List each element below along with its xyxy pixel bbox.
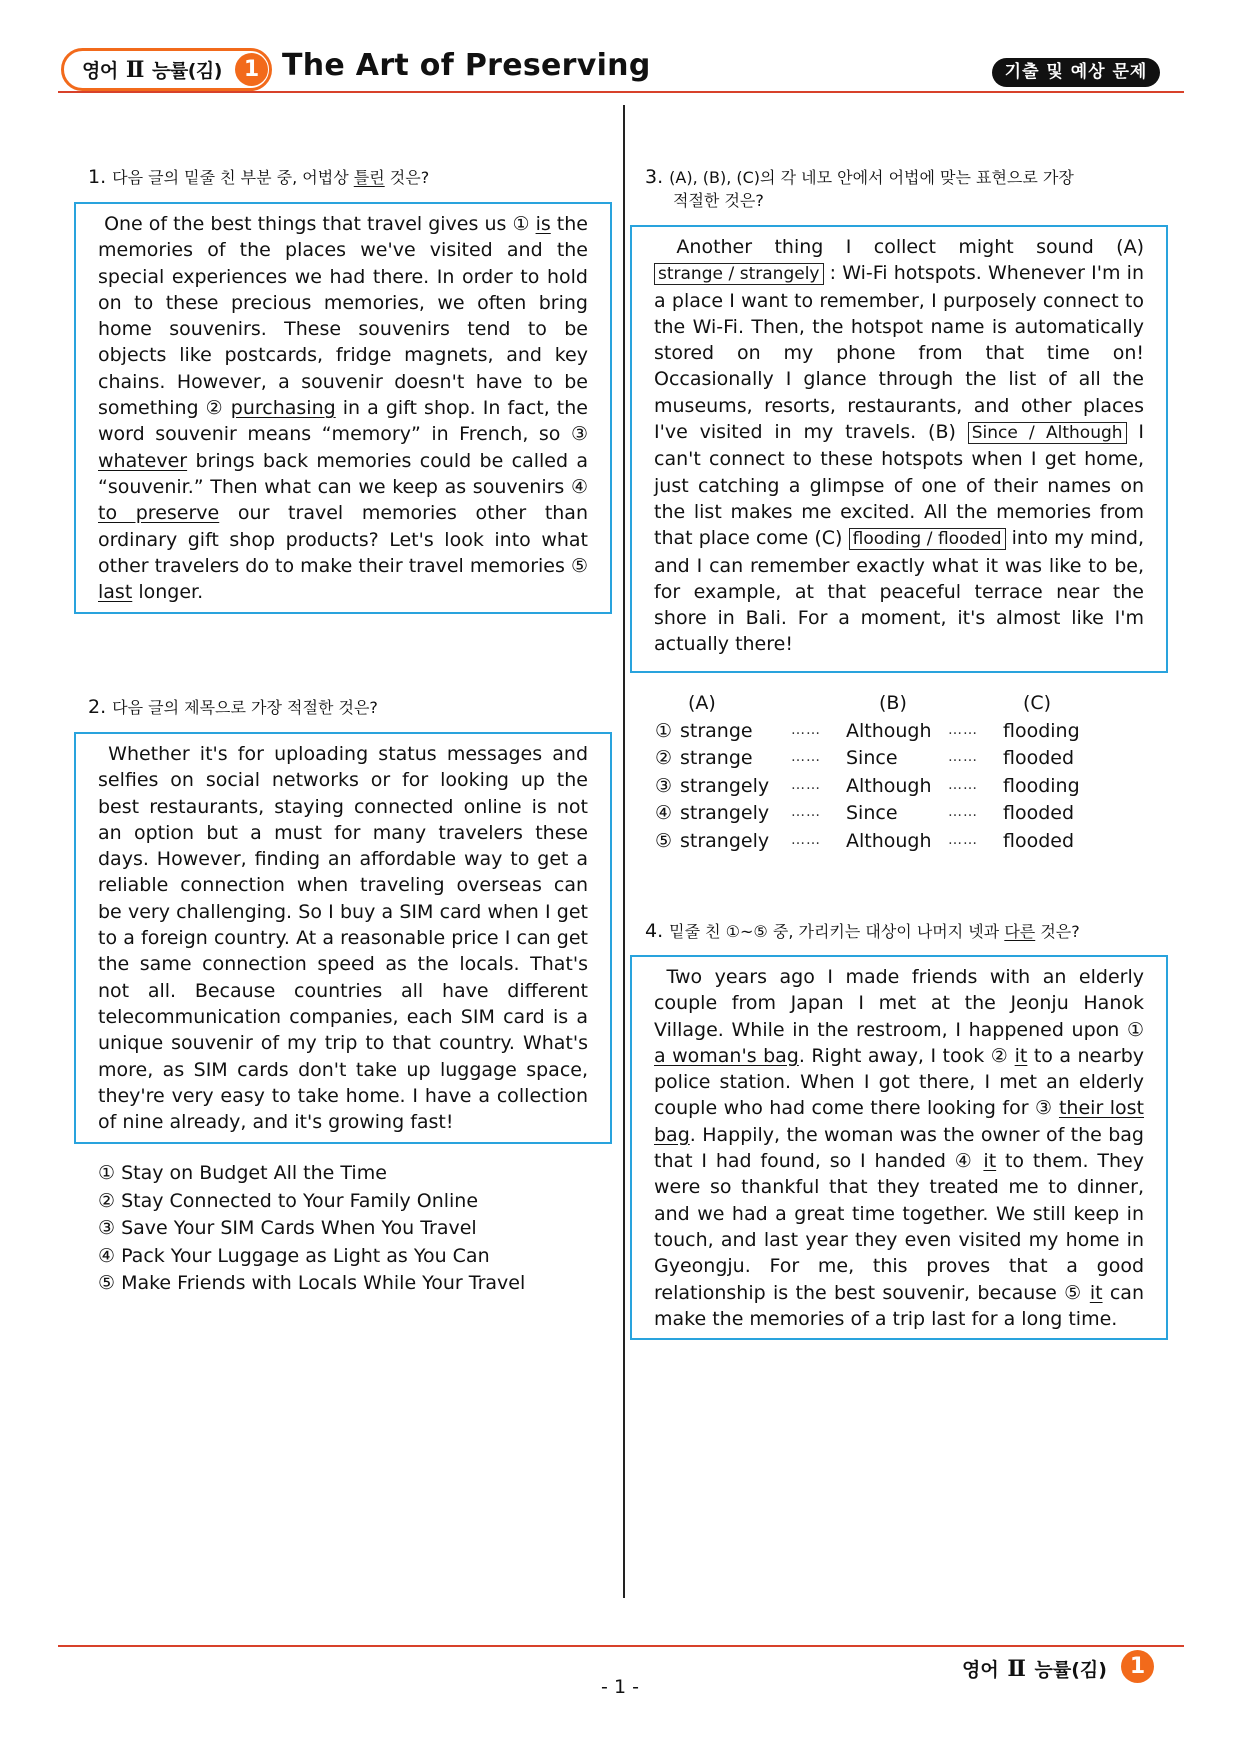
- q2-option[interactable]: ④ Pack Your Luggage as Light as You Can: [98, 1244, 490, 1267]
- exam-type-badge: 기출 및 예상 문제: [992, 58, 1160, 87]
- q3-stem: 3. (A), (B), (C)의 각 네모 안에서 어법에 맞는 표현으로 가장 적절한 것은?: [645, 166, 1074, 210]
- q2-option[interactable]: ③ Save Your SIM Cards When You Travel: [98, 1217, 477, 1239]
- lesson-number-badge: 1: [235, 53, 268, 86]
- q4-passage-box: Two years ago I made friends with an elderly couple from Japan I met at the Jeonju Hanok Village. While in the restroom, I happened upon ① a woman's bag. Right away, I took ② it to a nearby police station. When I got there, I met an elderly couple who had come there looking for ③ their lost bag. Happily, the woman was the owner of the bag that I had found, so I handed ④ it to them. They were so thankful that they treated me to dinner, and we had a great time together. We still keep in touch, and last year they even visited my home in Gyeongju. For me, this proves that a good relationship is the best souvenir, because ⑤ it can make the memories of a trip last for a long time.: [630, 955, 1168, 1340]
- header-divider: [58, 91, 1184, 93]
- q2-options: [98, 1160, 525, 1298]
- q2-option[interactable]: ② Stay Connected to Your Family Online: [98, 1189, 479, 1212]
- q2-stem: 2. 다음 글의 제목으로 가장 적절한 것은?: [88, 696, 378, 718]
- column-divider: [623, 105, 625, 1598]
- q3-choice-box-a: strange / strangely: [654, 263, 824, 285]
- q3-passage-box: Another thing I collect might sound (A) strange / strangely : Wi-Fi hotspots. Whenever I'm in a place I want to remember, I purposely connect to the Wi-Fi. Then, the hotspot name is automatically stored on my phone from that time on! Occasionally I glance through the list of all the museums, resorts, restaurants, and other places I've visited in my travels. (B) Since / Although I can't connect to these hotspots when I get home, just catching a glimpse of one of their names on the list makes me excited. All the memories from that place come (C) flooding / flooded into my mind, and I can remember exactly what it was like to be, for example, at that peaceful terrace near the shore in Bali. For a moment, it's almost like I'm actually there!: [630, 225, 1168, 673]
- header-subject: 영어 Ⅱ 능률(김): [82, 57, 222, 83]
- q1-stem: 1. 다음 글의 밑줄 친 부분 중, 어법상 틀린 것은?: [88, 166, 430, 188]
- q3-choice-box-b: Since / Although: [968, 422, 1127, 444]
- page-number: - 1 -: [601, 1676, 639, 1698]
- footer-lesson-number: 1: [1121, 1650, 1154, 1683]
- q1-passage-box: One of the best things that travel gives us ① is the memories of the places we've visited and the special experiences we had there. In order to hold on to these precious memories, we often bring home souvenirs. These souvenirs tend to be objects like postcards, fridge magnets, and key chains. However, a souvenir doesn't have to be something ② purchasing in a gift shop. In fact, the word souvenir means “memory” in French, so ③ whatever brings back memories could be called a “souvenir.” Then what can we keep as souvenirs ④ to preserve our travel memories other than ordinary gift shop products? Let's look into what other travelers do to make their travel memories ⑤ last longer.: [74, 202, 612, 614]
- footer-divider: [58, 1645, 1184, 1647]
- q2-option[interactable]: ① Stay on Budget All the Time: [98, 1162, 387, 1184]
- q3-choice-box-c: flooding / flooded: [849, 528, 1006, 550]
- page-title: The Art of Preserving: [282, 48, 651, 83]
- q4-stem: 4. 밑줄 친 ①~⑤ 중, 가리키는 대상이 나머지 넷과 다른 것은?: [645, 920, 1080, 942]
- footer-subject: 영어 Ⅱ 능률(김): [962, 1656, 1107, 1682]
- q2-option[interactable]: ⑤ Make Friends with Locals While Your Travel: [98, 1272, 526, 1294]
- q2-passage-box: Whether it's for uploading status messages and selfies on social networks or for looking up the best restaurants, staying connected online is not an option but a must for many travelers these days. However, finding an affordable way to get a reliable connection when traveling overseas can be very challenging. So I buy a SIM card when I get to a foreign country. At a reasonable price I can get the same connection speed as the locals. That's not all. Because countries all have different telecommunication companies, each SIM card is a unique souvenir of my trip to that country. What's more, as SIM cards don't take up luggage space, they're very easy to take home. I have a collection of nine already, and it's growing fast!: [74, 732, 612, 1144]
